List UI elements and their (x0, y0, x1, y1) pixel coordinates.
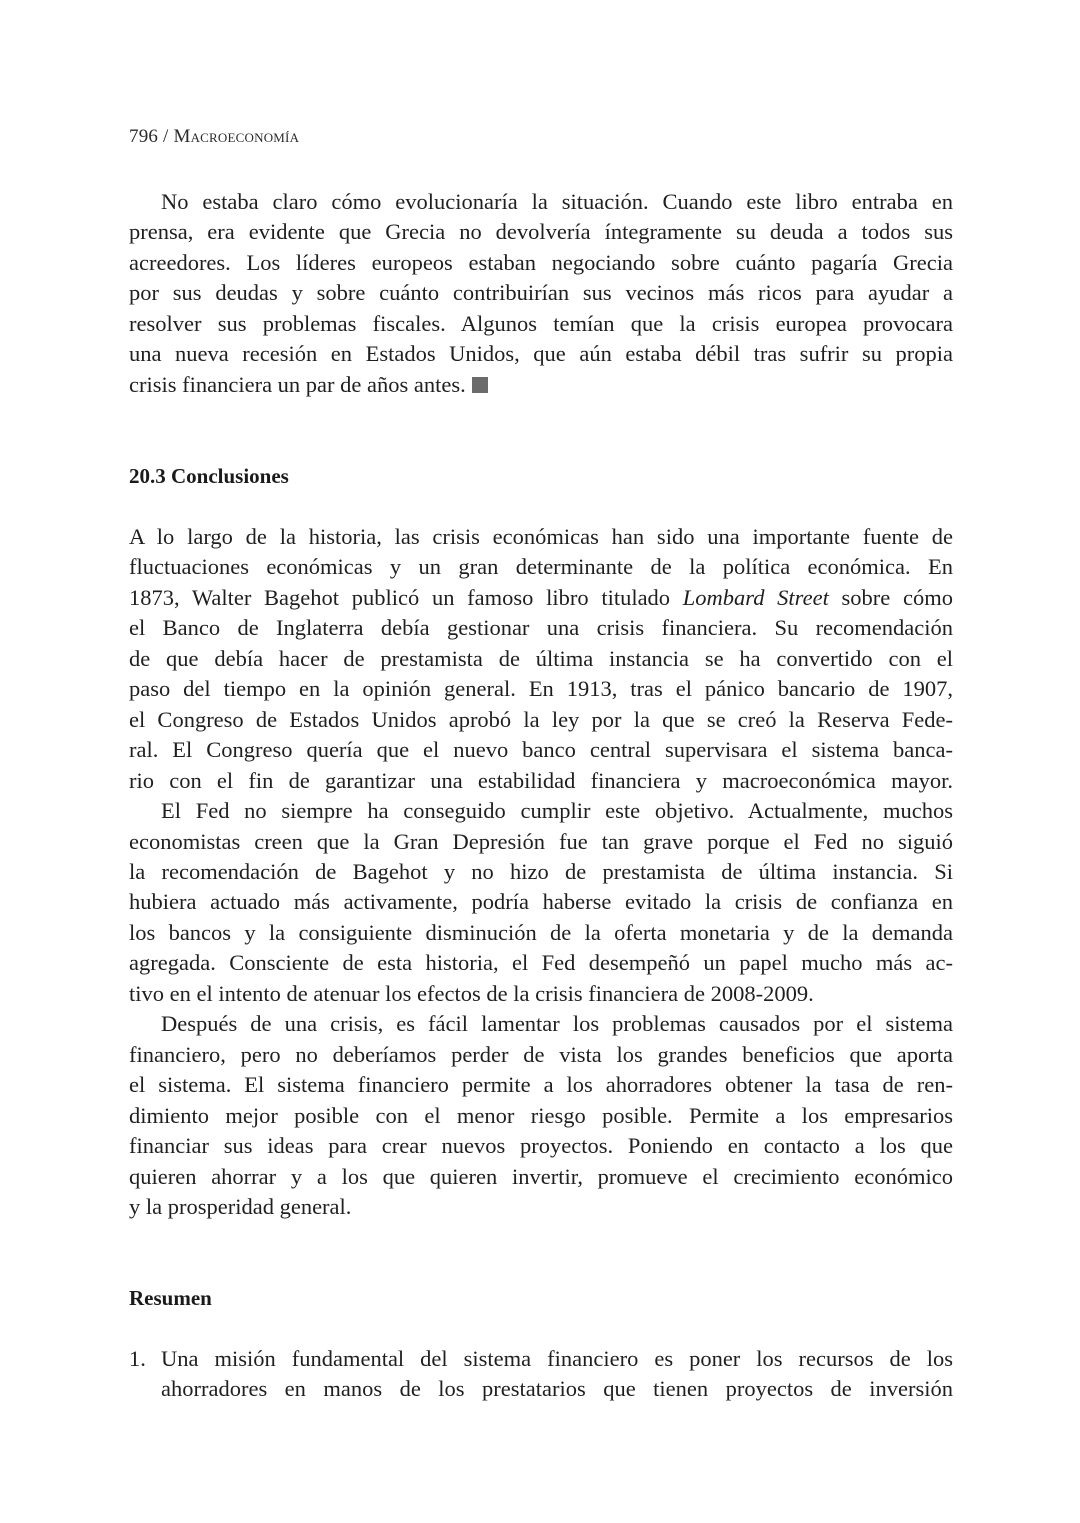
text-line: Después de una crisis, es fácil lamentar los problemas causados por el sistema (161, 1011, 953, 1036)
text-line (129, 583, 953, 613)
text-line: fluctuaciones económicas y un gran determinante de la política económica. En (129, 554, 953, 579)
text-line: A lo largo de la historia, las crisis económicas han sido una importante fuente de (129, 524, 953, 549)
text-line: Una misión fundamental del sistema financiero es poner los recursos de los (161, 1346, 953, 1371)
text-line: de que debía hacer de prestamista de última instancia se ha convertido con el (129, 646, 953, 671)
text-line: prensa, era evidente que Grecia no devolvería íntegramente su deuda a todos sus (129, 219, 953, 244)
text-line: ral. El Congreso quería que el nuevo banco central supervisara el sistema banca- (129, 737, 953, 762)
list-item-number: 1. (129, 1346, 146, 1371)
page-number: 796 (129, 126, 159, 147)
text-line: el Banco de Inglaterra debía gestionar una crisis financiera. Su recomendación (129, 615, 953, 640)
text-line-content: crisis financiera un par de años antes. (129, 372, 466, 397)
text-line: financiero, pero no deberíamos perder de vista los grandes beneficios que aporta (129, 1042, 953, 1067)
text-line: financiar sus ideas para crear nuevos proyectos. Poniendo en contacto a los que (129, 1133, 953, 1158)
text-line: los bancos y la consiguiente disminución de la oferta monetaria y de la demanda (129, 920, 953, 945)
text-line-content: sobre cómo (828, 585, 953, 610)
text-line: hubiera actuado más activamente, podría haberse evitado la crisis de confianza en (129, 889, 953, 914)
running-header (129, 126, 299, 148)
text-line: No estaba claro cómo evolucionaría la situación. Cuando este libro entraba en (161, 189, 953, 214)
section-heading: 20.3 Conclusiones (129, 464, 289, 488)
text-line: economistas creen que la Gran Depresión fue tan grave porque el Fed no siguió (129, 829, 953, 854)
text-line: el Congreso de Estados Unidos aprobó la ley por la que se creó la Reserva Fede- (129, 707, 953, 732)
book-title: Macroeconomía (173, 126, 300, 147)
text-line: dimiento mejor posible con el menor riesgo posible. Permite a los empresarios (129, 1103, 953, 1128)
text-line: ahorradores en manos de los prestatarios que tienen proyectos de inversión (161, 1376, 953, 1401)
text-line: quieren ahorrar y a los que quieren invertir, promueve el crecimiento económico (129, 1164, 953, 1189)
text-line: una nueva recesión en Estados Unidos, que aún estaba débil tras sufrir su propia (129, 341, 953, 366)
end-of-box-square-icon (472, 377, 488, 393)
text-line-content: 1873, Walter Bagehot publicó un famoso libro titulado (129, 585, 683, 610)
text-line: agregada. Consciente de esta historia, el Fed desempeñó un papel mucho más ac- (129, 950, 953, 975)
text-line: el sistema. El sistema financiero permite a los ahorradores obtener la tasa de ren- (129, 1072, 953, 1097)
text-line: acreedores. Los líderes europeos estaban negociando sobre cuánto pagaría Grecia (129, 250, 953, 275)
summary-heading: Resumen (129, 1286, 212, 1310)
book-title-italic: Lombard Street (682, 585, 829, 610)
text-line: por sus deudas y sobre cuánto contribuirían sus vecinos más ricos para ayudar a (129, 280, 953, 305)
text-line: paso del tiempo en la opinión general. En 1913, tras el pánico bancario de 1907, (129, 676, 953, 701)
text-line: y la prosperidad general. (129, 1194, 352, 1219)
text-line: El Fed no siempre ha conseguido cumplir este objetivo. Actualmente, muchos (161, 798, 953, 823)
text-line: rio con el fin de garantizar una estabilidad financiera y macroeconómica mayor. (129, 768, 953, 793)
text-line-last (129, 370, 953, 400)
text-line: resolver sus problemas fiscales. Algunos temían que la crisis europea provocara (129, 311, 953, 336)
header-separator: / (158, 126, 174, 147)
text-line: tivo en el intento de atenuar los efectos de la crisis financiera de 2008-2009. (129, 981, 814, 1006)
text-line: la recomendación de Bagehot y no hizo de prestamista de última instancia. Si (129, 859, 953, 884)
